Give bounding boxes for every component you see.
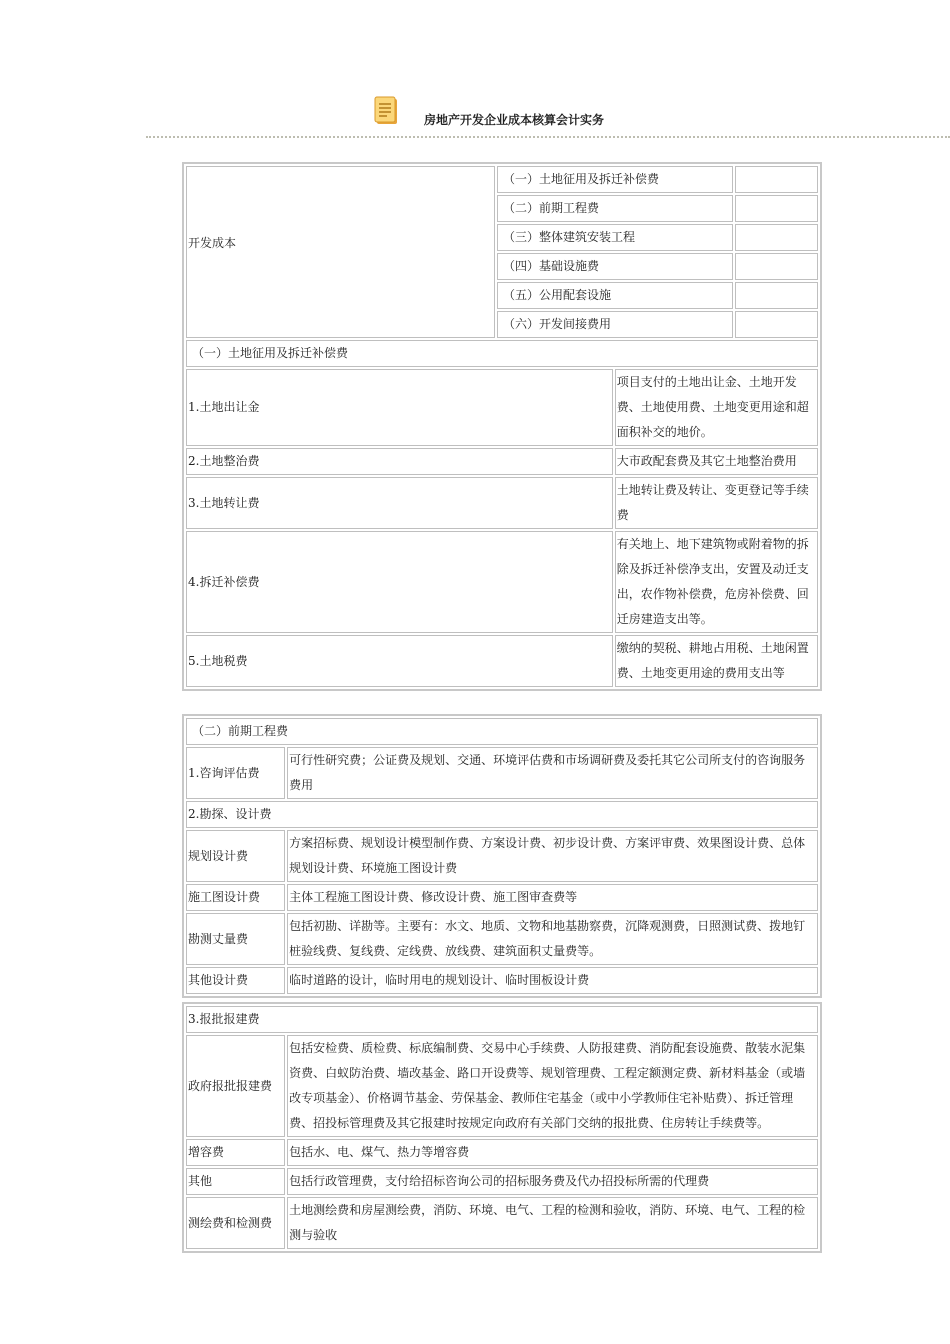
dev-cost-label: 开发成本 xyxy=(186,166,495,338)
row-desc: 包括初勘、详勘等。主要有：水文、地质、文物和地基勘察费，沉降观测费，日照测试费、拨地钉桩验线费、复线费、定线费、放线费、建筑面积丈量费等。 xyxy=(287,913,818,965)
row-desc: 方案招标费、规划设计模型制作费、方案设计费、初步设计费、方案评审费、效果图设计费、总体规划设计费、环境施工图设计费 xyxy=(287,830,818,882)
row-desc: 大市政配套费及其它土地整治费用 xyxy=(615,448,818,475)
dev-cost-item: （三）整体建筑安装工程 xyxy=(497,224,733,251)
table-row xyxy=(186,913,818,965)
table-row xyxy=(186,369,818,446)
table-row xyxy=(186,884,818,911)
table-row xyxy=(186,1139,818,1166)
section-header: （一）土地征用及拆迁补偿费 xyxy=(186,340,818,367)
table-row xyxy=(186,747,818,799)
table-row xyxy=(186,1006,818,1033)
row-desc: 主体工程施工图设计费、修改设计费、施工图审查费等 xyxy=(287,884,818,911)
empty-cell xyxy=(735,311,818,338)
empty-cell xyxy=(735,282,818,309)
row-name: 政府报批报建费 xyxy=(186,1035,285,1137)
row-desc: 土地转让费及转让、变更登记等手续费 xyxy=(615,477,818,529)
dev-cost-item: （五）公用配套设施 xyxy=(497,282,733,309)
table-row xyxy=(186,1035,818,1137)
sub-header: 2.勘探、设计费 xyxy=(186,801,818,828)
page-header xyxy=(0,96,950,136)
table-row xyxy=(186,830,818,882)
row-desc: 项目支付的土地出让金、土地开发费、土地使用费、土地变更用途和超面积补交的地价。 xyxy=(615,369,818,446)
row-name: 增容费 xyxy=(186,1139,285,1166)
row-name: 5.土地税费 xyxy=(186,635,613,687)
page-title: 房地产开发企业成本核算会计实务 xyxy=(424,113,605,127)
row-desc: 土地测绘费和房屋测绘费，消防、环境、电气、工程的检测和验收，消防、环境、电气、工程的检测与验收 xyxy=(287,1197,818,1249)
table-row xyxy=(186,967,818,994)
table-row xyxy=(186,166,818,193)
dev-cost-item: （二）前期工程费 xyxy=(497,195,733,222)
row-name: 2.土地整治费 xyxy=(186,448,613,475)
dev-cost-item: （六）开发间接费用 xyxy=(497,311,733,338)
table-row xyxy=(186,718,818,745)
row-desc: 可行性研究费；公证费及规划、交通、环境评估费和市场调研费及委托其它公司所支付的咨询服务费用 xyxy=(287,747,818,799)
table-row xyxy=(186,1168,818,1195)
row-desc: 包括水、电、煤气、热力等增容费 xyxy=(287,1139,818,1166)
row-desc: 包括行政管理费，支付给招标咨询公司的招标服务费及代办招投标所需的代理费 xyxy=(287,1168,818,1195)
row-name: 测绘费和检测费 xyxy=(186,1197,285,1249)
empty-cell xyxy=(735,195,818,222)
table-row xyxy=(186,635,818,687)
empty-cell xyxy=(735,224,818,251)
document-icon xyxy=(374,96,402,126)
section-header: 3.报批报建费 xyxy=(186,1006,818,1033)
row-name: 4.拆迁补偿费 xyxy=(186,531,613,633)
row-name: 施工图设计费 xyxy=(186,884,285,911)
empty-cell xyxy=(735,253,818,280)
dev-cost-table xyxy=(182,162,822,691)
row-desc: 临时道路的设计，临时用电的规划设计、临时围板设计费 xyxy=(287,967,818,994)
row-desc: 有关地上、地下建筑物或附着物的拆除及拆迁补偿净支出，安置及动迁支出，农作物补偿费，危房补偿费、回迁房建造支出等。 xyxy=(615,531,818,633)
table-row xyxy=(186,1197,818,1249)
section-header: （二）前期工程费 xyxy=(186,718,818,745)
table-row xyxy=(186,801,818,828)
table-row xyxy=(186,477,818,529)
row-name: 规划设计费 xyxy=(186,830,285,882)
pre-engineering-table xyxy=(182,714,822,998)
row-name: 勘测丈量费 xyxy=(186,913,285,965)
row-name: 其他 xyxy=(186,1168,285,1195)
row-name: 1.咨询评估费 xyxy=(186,747,285,799)
row-desc: 缴纳的契税、耕地占用税、土地闲置费、土地变更用途的费用支出等 xyxy=(615,635,818,687)
table-row xyxy=(186,340,818,367)
dotted-divider xyxy=(146,136,950,138)
table-row xyxy=(186,448,818,475)
dev-cost-item: （四）基础设施费 xyxy=(497,253,733,280)
empty-cell xyxy=(735,166,818,193)
approval-fee-table xyxy=(182,1002,822,1253)
row-name: 1.土地出让金 xyxy=(186,369,613,446)
dev-cost-item: （一）土地征用及拆迁补偿费 xyxy=(497,166,733,193)
row-desc: 包括安检费、质检费、标底编制费、交易中心手续费、人防报建费、消防配套设施费、散装水泥集资费、白蚁防治费、墙改基金、路口开设费等、规划管理费、工程定额测定费、新材料基金（或墙改专项基金）、价格调节基金、劳保基金、教师住宅基金（或中小学教师住宅补贴费）、拆迁管理费、招投标管理费及其它报建时按规定向政府有关部门交纳的报批费、住房转让手续费等。 xyxy=(287,1035,818,1137)
row-name: 3.土地转让费 xyxy=(186,477,613,529)
table-row xyxy=(186,531,818,633)
row-name: 其他设计费 xyxy=(186,967,285,994)
